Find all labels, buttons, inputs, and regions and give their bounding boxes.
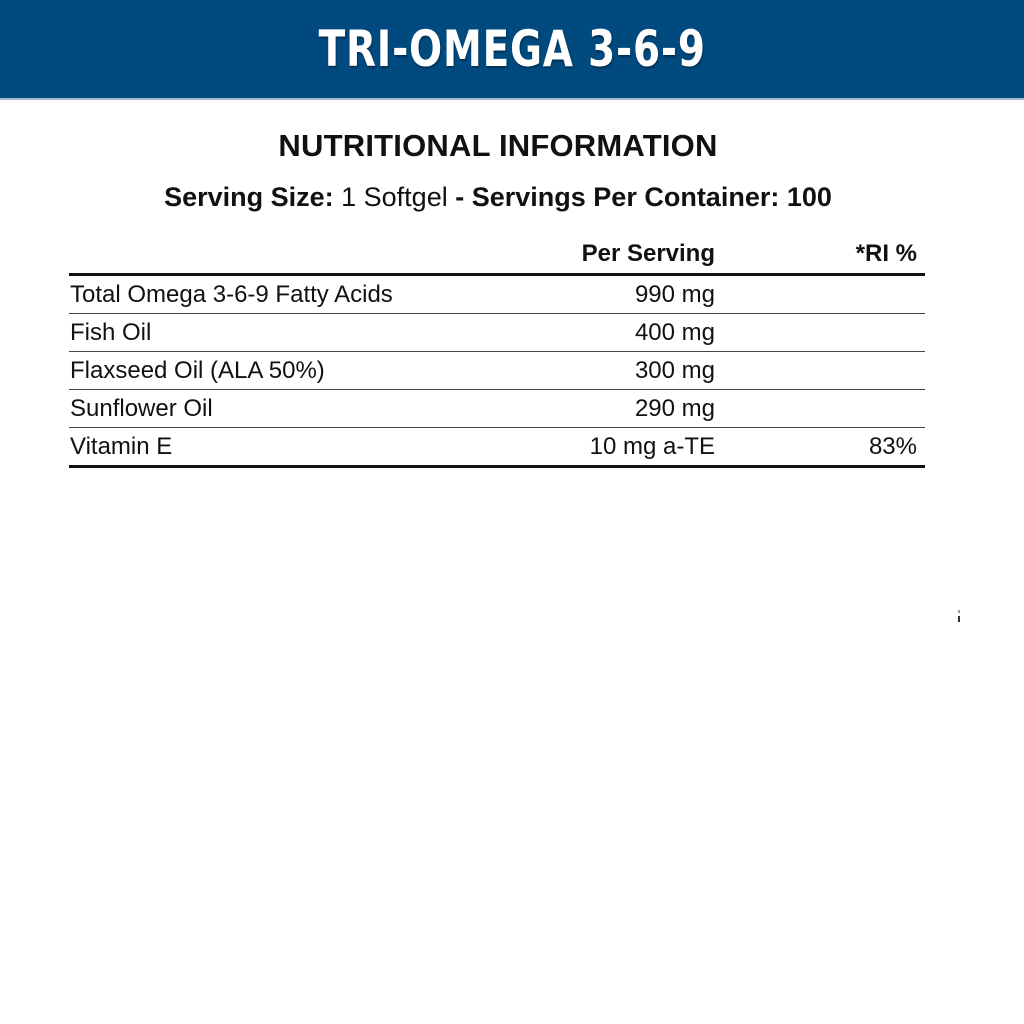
row-amount: 10 mg a-TE: [589, 433, 715, 460]
servings-per-container-value: 100: [786, 182, 832, 212]
row-ri: 83%: [868, 433, 917, 460]
row-name: Flaxseed Oil (ALA 50%): [70, 357, 325, 384]
section-heading: NUTRITIONAL INFORMATION: [278, 128, 718, 163]
table-row: [69, 314, 925, 352]
row-name: Sunflower Oil: [70, 395, 213, 422]
title-banner: [0, 0, 1024, 100]
row-amount: 290 mg: [634, 395, 715, 422]
servings-per-container-label: Servings Per Container:: [471, 182, 780, 212]
row-name: Fish Oil: [70, 319, 152, 346]
serving-size-value: 1 Softgel: [341, 182, 448, 212]
table-header: [69, 238, 925, 276]
header-per-serving: Per Serving: [581, 240, 715, 267]
table-row: [69, 352, 925, 390]
row-amount: 400 mg: [634, 319, 715, 346]
row-amount: 300 mg: [634, 357, 715, 384]
row-amount: 990 mg: [634, 281, 715, 308]
table-row: [69, 276, 925, 314]
row-name: Total Omega 3-6-9 Fatty Acids: [70, 281, 393, 308]
header-ri-percent: *RI %: [855, 240, 917, 267]
product-title: TRI-OMEGA 3-6-9: [318, 20, 706, 78]
table-row: [69, 428, 925, 468]
nutrition-table: [69, 238, 925, 468]
table-row: [69, 390, 925, 428]
serving-info: [0, 182, 996, 213]
row-name: Vitamin E: [70, 433, 173, 460]
serving-size-label: Serving Size:: [164, 182, 334, 212]
artifact-speck: [958, 610, 961, 622]
serving-separator: -: [455, 182, 465, 212]
